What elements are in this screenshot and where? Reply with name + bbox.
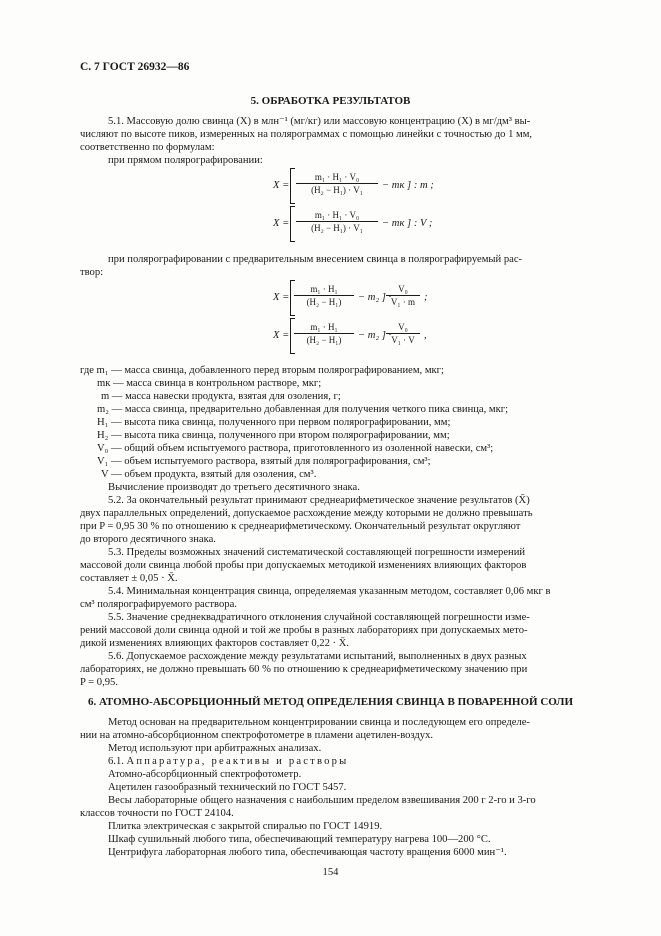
formula-4-denominator-2: V₁ · V: [391, 335, 415, 345]
p51-line-3: соответственно по формулам:: [80, 142, 215, 153]
section-6-line: нии на атомно-абсорбционном спектрофотометре в пламени ацетилен-воздух.: [80, 730, 434, 741]
definition-item: H₂ — высота пика свинца, полученного при втором полярографировании, мм;: [97, 430, 450, 441]
definition-item: V₁ — объем испытуемого раствора, взятый для полярографирования, см³;: [97, 456, 431, 467]
calc-note: Вычисление производят до третьего десятичного знака.: [108, 482, 360, 493]
section-6-title: 6. АТОМНО-АБСОРБЦИОННЫЙ МЕТОД ОПРЕДЕЛЕНИЯ СВИНЦА В ПОВАРЕННОЙ СОЛИ: [87, 696, 574, 708]
equipment-item: Центрифуга лабораторная любого типа, обеспечивающая частоту вращения 6000 мин⁻¹.: [108, 847, 507, 858]
formula-3-numerator-2: V₀: [398, 284, 408, 294]
p53-line: составляет ± 0,05 · X̄.: [80, 573, 178, 584]
equipment-item: Ацетилен газообразный технический по ГОСТ 5457.: [108, 782, 347, 793]
definition-item: где m₁ — масса свинца, добавленного перед вторым полярографированием, мкг;: [80, 365, 444, 376]
definition-item: H₁ — высота пика свинца, полученного при первом полярографировании, мм;: [97, 417, 451, 428]
page-number: 154: [322, 867, 339, 878]
formula-3-denominator-2: V₁ · m: [390, 297, 416, 307]
p51-line-1: 5.1. Массовую долю свинца (X) в млн⁻¹ (мг/кг) или массовую концентрацию (X) в мг/дм³ вы-: [108, 116, 531, 127]
subsection-number: 6.1.: [108, 756, 124, 767]
subsection-title: Аппаратура, реактивы и растворы: [126, 756, 349, 767]
p52-line: до второго десятичного знака.: [80, 534, 216, 545]
formula-4-mid: − m₂ ] ·: [358, 330, 392, 341]
formula-4-numerator: m₁ · H₁: [310, 322, 338, 332]
equipment-item: Плитка электрическая с закрытой спиралью по ГОСТ 14919.: [108, 821, 383, 832]
definition-item: m₂ — масса свинца, предварительно добавленная для получения четкого пика свинца, мкг;: [97, 404, 509, 415]
subsection-6-1: [108, 755, 348, 768]
definition-item: V — объем продукта, взятый для озоления, см³.: [101, 469, 317, 480]
formula-2-denominator: (H₂ − H₁) · V₁: [311, 223, 363, 233]
equipment-item: Шкаф сушильный любого типа, обеспечивающий температуру нагрева 100—200 °С.: [108, 834, 491, 845]
p54-line: 5.4. Минимальная концентрация свинца, определяемая указанным методом, составляет 0,06 мкг в: [108, 586, 551, 597]
p55-line: 5.5. Значение среднеквадратичного отклонения случайной составляющей погрешности изме-: [108, 612, 530, 623]
p53-line: 5.3. Пределы возможных значений систематической составляющей погрешности измерений: [108, 547, 526, 558]
p52-line: 5.2. За окончательный результат принимают среднеарифметическое значение результатов (X̄): [108, 495, 530, 506]
definition-item: V₀ — общий объем испытуемого раствора, приготовленного из озоленной навески, см³;: [97, 443, 494, 454]
preliminary-line-2: твор:: [80, 267, 104, 278]
p54-line: см³ полярографируемого раствора.: [80, 599, 237, 610]
equipment-item: Атомно-абсорбционный спектрофотометр.: [108, 769, 302, 780]
section-6-line: Метод используют при арбитражных анализах.: [108, 743, 322, 754]
section-5-title: 5. ОБРАБОТКА РЕЗУЛЬТАТОВ: [250, 95, 411, 107]
p53-line: массовой доли свинца любой пробы при допускаемых методикой изменениях влияющих факторов: [80, 560, 527, 571]
document-page: С. 7 ГОСТ 26932—86 5. ОБРАБОТКА РЕЗУЛЬТАТОВ 5.1. Массовую долю свинца (X) в млн⁻¹ (мг/кг) или массовую концентрацию (X) в мг/дм³ вы- числяют по высоте пиков, измеренных на полярограммах с помощью линейки с точностью до 1 мм, соответственно по формулам: при прямом полярографировании: X = m₁ · H₁ · V₀ (H₂ − H₁) · V₁ − mк ] : m ; X = m₁ · H₁ · V₀ (H₂ − H₁) · V₁ − mк ] : V ; при полярографировании с предварительным внесением свинца в полярографируемый рас- твор: X = m₁ · H₁ (H₂ − H₁) − m₂ ] · V₀ V₁ · m ; X = m₁ · H₁ (H₂ − H₁) − m₂ ] · V₀ V₁ · V , где m₁ — масса свинца, добавленного перед вторым полярографированием, мкг; mк — масса свинца в контрольном растворе, мкг; m — масса навески продукта, взятая для озоления, г; m₂ — масса свинца, предварительно добавленная для получения четкого пика свинца, мкг; H₁ — высота пика свинца, полученного при первом полярографировании, мм; H₂ — высота пика свинца, полученного при втором полярографировании, мм; V₀ — общий объем испытуемого раствора, приготовленного из озоленной навески, см³; V₁ — объем испытуемого раствора, взятый для полярографирования, см³; V — объем продукта, взятый для озоления, см³. Вычисление производят до третьего десятичного знака. 5.2. За окончательный результат принимают среднеарифметическое значение результатов (X̄) двух параллельных определений, допускаемое расхождение между которыми не должно превышать при P = 0,95 30 % по отношению к среднеарифметическому. Окончательный результат округляют до второго десятичного знака. 5.3. Пределы возможных значений систематической составляющей погрешности измерений массовой доли свинца любой пробы при допускаемых методикой изменениях влияющих факторов составляет ± 0,05 · X̄. 5.4. Минимальная концентрация свинца, определяемая указанным методом, составляет 0,06 мкг в см³ полярографируемого раствора. 5.5. Значение среднеквадратичного отклонения случайной составляющей погрешности изме- рений массовой доли свинца одной и той же пробы в разных лабораториях при допускаемых мето- дикой изменениях влияющих факторов составляет 0,22 · X̄. 5.6. Допускаемое расхождение между результатами испытаний, выполненных в двух разных лабораториях, не должно превышать 60 % по отношению к среднеарифметическому значению при P = 0,95. 6. АТОМНО-АБСОРБЦИОННЫЙ МЕТОД ОПРЕДЕЛЕНИЯ СВИНЦА В ПОВАРЕННОЙ СОЛИ Метод основан на предварительном концентрировании свинца и последующем его определе- нии на атомно-абсорбционном спектрофотометре в пламени ацетилен-воздух. Метод используют при арбитражных анализах. 6.1. Аппаратура, реактивы и растворы Атомно-абсорбционный спектрофотометр. Ацетилен газообразный технический по ГОСТ 5457. Весы лабораторные общего назначения с наибольшим пределом взвешивания 200 г 2-го и 3-го классов точности по ГОСТ 24104. Плитка электрическая с закрытой спиралью по ГОСТ 14919. Шкаф сушильный любого типа, обеспечивающий температуру нагрева 100—200 °С. Центрифуга лабораторная любого типа, обеспечивающая частоту вращения 6000 мин⁻¹. 154: [0, 0, 661, 936]
formula-3-denominator: (H₂ − H₁): [306, 297, 342, 307]
preliminary-line-1: при полярографировании с предварительным внесением свинца в полярографируемый рас-: [108, 254, 523, 265]
formula-4-denominator: (H₂ − H₁): [306, 335, 342, 345]
p56-line: 5.6. Допускаемое расхождение между результатами испытаний, выполненных в двух разных: [108, 651, 527, 662]
p55-line: дикой изменениях влияющих факторов составляет 0,22 · X̄.: [80, 638, 349, 649]
formula-2-tail: − mк ] : V ;: [382, 218, 433, 229]
formula-2-numerator: m₁ · H₁ · V₀: [314, 210, 360, 220]
formula-4-numerator-2: V₀: [398, 322, 408, 332]
p56-line: лабораториях, не должно превышать 60 % по отношению к среднеарифметическому значению при: [80, 664, 528, 675]
p55-line: рений массовой доли свинца одной и той же пробы в разных лабораториях при допускаемых мето-: [80, 625, 528, 636]
formula-1-tail: − mк ] : m ;: [382, 180, 434, 191]
formula-3-numerator: m₁ · H₁: [310, 284, 338, 294]
page-header: С. 7 ГОСТ 26932—86: [80, 61, 190, 73]
definition-item: mк — масса свинца в контрольном растворе, мкг;: [97, 378, 322, 389]
definition-item: m — масса навески продукта, взятая для озоления, г;: [101, 391, 341, 402]
formula-1-denominator: (H₂ − H₁) · V₁: [311, 185, 363, 195]
direct-label: при прямом полярографировании:: [108, 155, 263, 166]
formula-1-numerator: m₁ · H₁ · V₀: [314, 172, 360, 182]
equipment-item: Весы лабораторные общего назначения с наибольшим пределом взвешивания 200 г 2-го и 3-го: [108, 795, 536, 806]
p52-line: при P = 0,95 30 % по отношению к среднеарифметическому. Окончательный результат округляют: [80, 521, 521, 532]
formula-3-mid: − m₂ ] ·: [358, 292, 392, 303]
section-6-line: Метод основан на предварительном концентрировании свинца и последующем его определе-: [108, 717, 530, 728]
equipment-item: классов точности по ГОСТ 24104.: [80, 808, 234, 819]
p51-line-2: числяют по высоте пиков, измеренных на полярограммах с помощью линейки с точностью до 1 мм,: [80, 129, 533, 140]
p56-line: P = 0,95.: [80, 677, 118, 688]
p52-line: двух параллельных определений, допускаемое расхождение между которыми не должно превышать: [80, 508, 533, 519]
